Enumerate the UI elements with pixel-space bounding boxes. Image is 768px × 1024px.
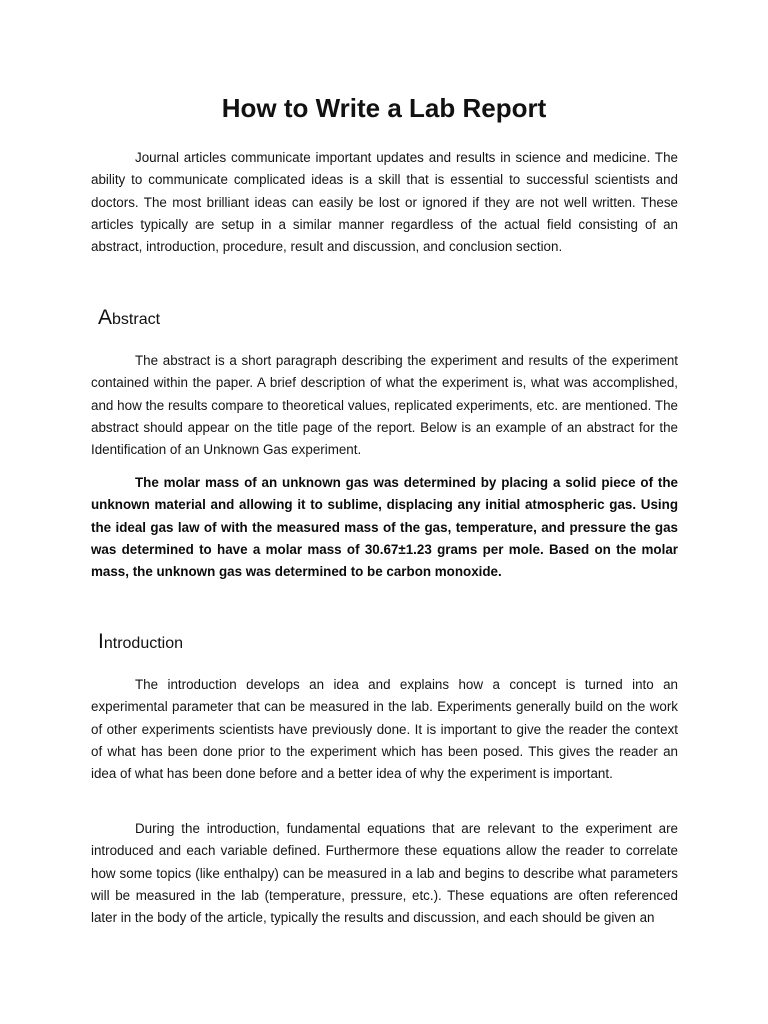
abstract-paragraph: The abstract is a short paragraph describing the experiment and results of the experiment contained within the paper. A brief description of what the experiment is, what was accomplished, and how the results compare to theoretical values, replicated experiments, etc. are mentioned. The abstract should appear on the title page of the report. Below is an example of an abstract for the Identification of an Unknown Gas experiment.	[91, 353, 678, 458]
intro-paragraph: Journal articles communicate important updates and results in science and medicine. The ability to communicate complicated ideas is a skill that is essential to successful scientists and doctors. The most brilliant ideas can easily be lost or ignored if they are not well written. These articles typically are setup in a similar manner regardless of the actual field consisting of an abstract, introduction, procedure, result and discussion, and conclusion section.	[91, 150, 678, 255]
abstract-example-paragraph: The molar mass of an unknown gas was determined by placing a solid piece of the unknown material and allowing it to sublime, displacing any initial atmospheric gas. Using the ideal gas law of with the measured mass of the gas, temperature, and pressure the gas was determined to have a molar mass of 30.67±1.23 grams per mole. Based on the molar mass, the unknown gas was determined to be carbon monoxide.	[91, 475, 678, 580]
introduction-paragraph-1: The introduction develops an idea and explains how a concept is turned into an experimental parameter that can be measured in the lab. Experiments generally build on the work of other experiments scientists have previously done. It is important to give the reader the context of what has been done prior to the experiment which has been posed. This gives the reader an idea of what has been done before and a better idea of why the experiment is important.	[91, 677, 678, 782]
abstract-heading-initial: A	[98, 306, 113, 329]
abstract-heading	[98, 306, 160, 330]
page-title: How to Write a Lab Report	[221, 93, 547, 123]
introduction-heading-rest: ntroduction	[103, 635, 184, 652]
introduction-paragraph-2: During the introduction, fundamental equations that are relevant to the experiment are introduced and each variable defined. Furthermore these equations allow the reader to correlate how some topics (like enthalpy) can be measured in a lab and begins to describe what parameters will be measured in the lab (temperature, pressure, etc.). These equations are often referenced later in the body of the article, typically the results and discussion, and each should be given an	[91, 821, 678, 926]
abstract-heading-rest: bstract	[112, 311, 161, 328]
introduction-heading-initial: I	[98, 630, 104, 653]
introduction-heading	[98, 630, 183, 654]
